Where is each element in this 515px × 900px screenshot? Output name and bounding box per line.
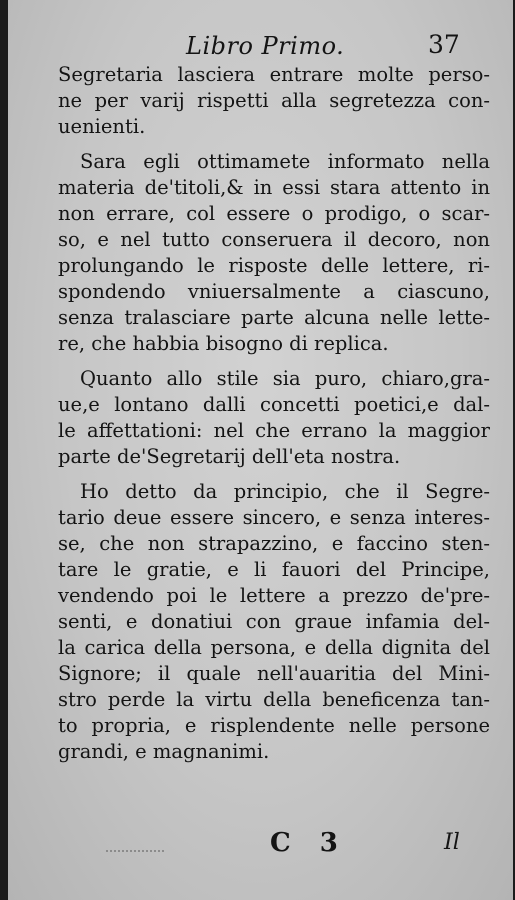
- text-line: ue,e lontano dalli concetti poetici,e dal-: [58, 393, 490, 416]
- text-line: ne per varij rispetti alla segretezza con-: [58, 89, 490, 112]
- text-line: la carica della persona, e della dignita del: [58, 636, 490, 659]
- text-line: senti, e donatiui con graue infamia del-: [58, 610, 490, 633]
- page-header: [8, 30, 513, 64]
- body-text: [58, 62, 490, 765]
- page-footer: [8, 828, 513, 868]
- text-line: le affettationi: nel che errano la maggior: [58, 419, 490, 442]
- page-number: 37: [428, 30, 460, 59]
- text-line: Signore; il quale nell'auaritia del Mini-: [58, 662, 490, 685]
- catchword: Il: [444, 830, 460, 855]
- book-page: [8, 0, 513, 900]
- text-line: Segretaria lasciera entrare molte perso-: [58, 63, 490, 86]
- signature-mark: C 3: [270, 828, 348, 858]
- text-line: tario deue essere sincero, e senza interes-: [58, 506, 490, 529]
- text-line: se, che non strapazzino, e faccino sten-: [58, 532, 490, 555]
- text-line: uenienti.: [58, 115, 146, 138]
- text-line: prolungando le risposte delle lettere, ri-: [58, 254, 490, 277]
- text-line: Quanto allo stile sia puro, chiaro,gra-: [80, 367, 490, 390]
- text-line: stro perde la virtu della beneficenza tan-: [58, 688, 490, 711]
- ink-blemish: [106, 850, 164, 858]
- text-line: grandi, e magnanimi.: [58, 740, 270, 763]
- text-line: Ho detto da principio, che il Segre-: [80, 480, 490, 503]
- text-line: re, che habbia bisogno di replica.: [58, 332, 389, 355]
- text-line: parte de'Segretarij dell'eta nostra.: [58, 445, 401, 468]
- text-line: tare le gratie, e li fauori del Principe,: [58, 558, 490, 581]
- running-title: Libro Primo.: [186, 32, 345, 60]
- text-line: materia de'titoli,& in essi stara attento in: [58, 176, 490, 199]
- text-line: vendendo poi le lettere a prezzo de'pre-: [58, 584, 490, 607]
- text-line: senza tralasciare parte alcuna nelle lette-: [58, 306, 490, 329]
- text-line: spondendo vniuersalmente a ciascuno,: [58, 280, 490, 303]
- text-line: non errare, col essere o prodigo, o scar-: [58, 202, 490, 225]
- text-line: so, e nel tutto conseruera il decoro, non: [58, 228, 490, 251]
- text-line: to propria, e risplendente nelle persone: [58, 714, 490, 737]
- text-line: Sara egli ottimamete informato nella: [80, 150, 490, 173]
